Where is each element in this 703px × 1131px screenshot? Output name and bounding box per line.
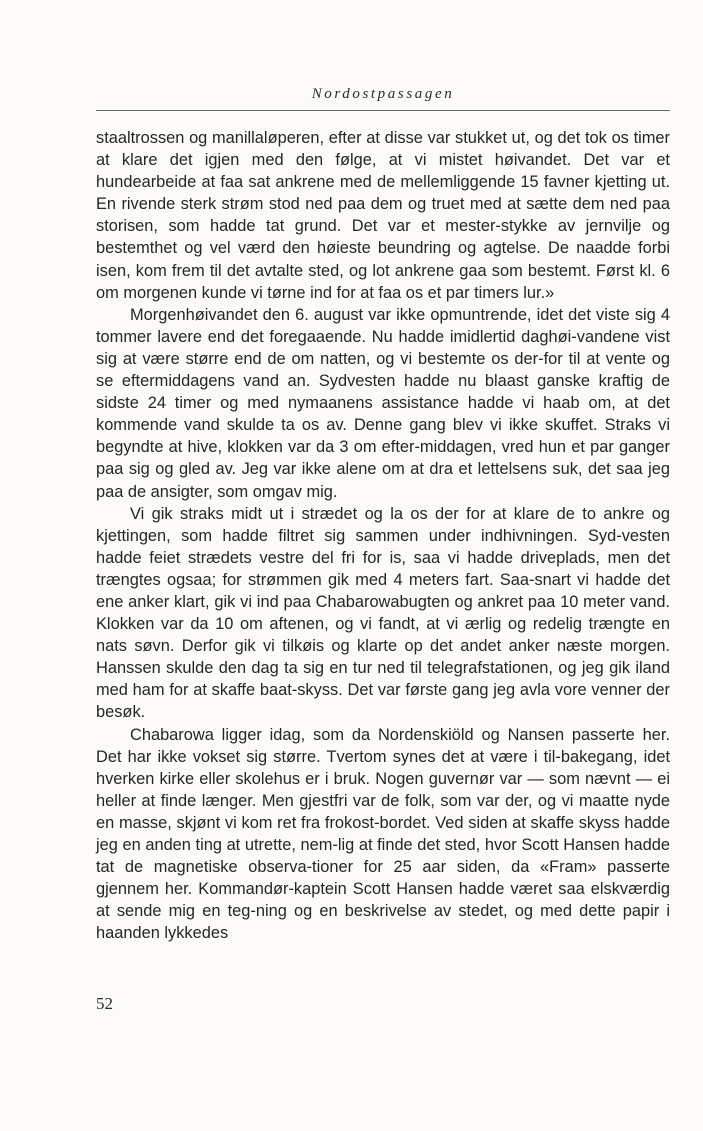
running-title: Nordostpassagen xyxy=(311,86,455,102)
paragraph-1: staaltrossen og manillaløperen, efter at disse var stukket ut, og det tok os timer at klare det igjen med den følge, at vi mistet høivandet. Det var et hundearbeide at faa sat ankrene med de mellemliggende 15 favner kjetting ut. En rivende sterk strøm stod ned paa dem og truet med at sætte dem ned paa storisen, som hadde tat grund. Det var et mester-stykke av jernvilje og bestemthet og vel værd den høieste beundring og agtelse. De naadde forbi isen, kom frem til det avtalte sted, og lot ankrene gaa som bestemt. Først kl. 6 om morgenen kunde vi tørne ind for at faa os et par timers lur.» xyxy=(96,129,670,302)
paragraph-3: Vi gik straks midt ut i strædet og la os der for at klare de to ankre og kjettingen, som hadde filtret sig sammen under indhivningen. Syd-vesten hadde feiet strædets vestre del fri for is, saa vi hadde driveplads, men det trængtes ogsaa; for strømmen gik med 4 meters fart. Saa-snart vi hadde det ene anker klart, gik vi ind paa Chabarowabugten og ankret paa 10 meter vand. Klokken var da 10 om aftenen, og vi fandt, at vi ærlig og redelig trængte en nats søvn. Derfor gik vi tilkøis og klarte op det andet anker næste morgen. Hanssen skulde den dag ta sig en tur ned til telegrafstationen, og jeg gik iland med ham for at skaffe baat-skyss. Det var første gang jeg avla vore venner der besøk. xyxy=(96,504,670,722)
paragraph-4: Chabarowa ligger idag, som da Nordenskiöld og Nansen passerte her. Det har ikke vokset sig større. Tvertom synes det at være i til-bakegang, idet hverken kirke eller skolehus er i bruk. Nogen guvernør var — som nævnt — ei heller at finde længer. Men gjestfri var de folk, som var der, og vi maatte nyde en masse, skjønt vi kom ret fra frokost-bordet. Ved siden at skaffe skyss hadde jeg en anden ting at utrette, nem-lig at finde det sted, hvor Scott Hansen hadde tat de magnetiske observa-tioner for 25 aar siden, da «Fram» passerte gjennem her. Kommandør-kaptein Scott Hansen hadde været saa elskværdig at sende mig en teg-ning og en beskrivelse av stedet, og med dette papir i haanden lykkedes xyxy=(96,725,670,943)
page-number: 52 xyxy=(96,994,113,1013)
paragraph-2: Morgenhøivandet den 6. august var ikke opmuntrende, idet det viste sig 4 tommer lavere end det foregaaende. Nu hadde imidlertid daghøi-vandene vist sig at være større end de om natten, og vi bestemte os der-for til at vente og se eftermiddagens vand an. Sydvesten hadde nu blaast ganske kraftig de sidste 24 timer og med nymaanens assistance hadde vi haab om, at det kommende vand skulde ta os av. Denne gang blev vi ikke skuffet. Straks vi begyndte at hive, klokken var da 3 om efter-middagen, vred hun et par ganger paa sig og gled av. Jeg var ikke alene om at dra et lettelsens suk, det saa jeg paa de ansigter, som omgav mig. xyxy=(96,305,670,501)
header-rule xyxy=(96,110,670,111)
body-text xyxy=(96,127,670,944)
